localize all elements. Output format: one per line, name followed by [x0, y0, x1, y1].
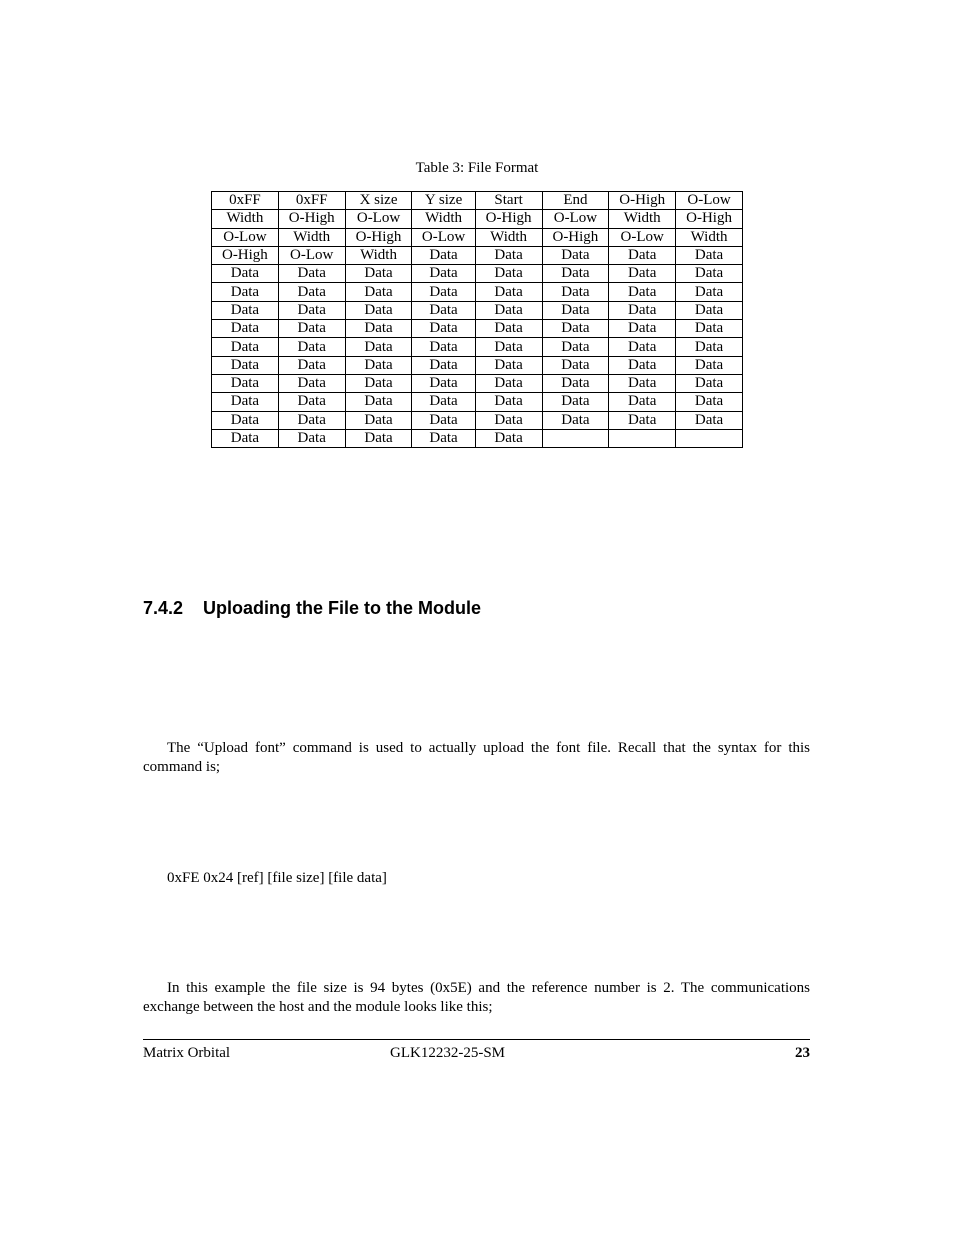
- table-cell: Data: [278, 338, 345, 356]
- table-cell: Data: [676, 283, 743, 301]
- table-cell: Width: [609, 210, 676, 228]
- table-cell: Data: [345, 320, 412, 338]
- paragraph-upload-font: The “Upload font” command is used to actually upload the font file. Recall that the syntax for this command is;: [143, 740, 810, 775]
- table-cell: Data: [345, 265, 412, 283]
- table-cell: Data: [542, 411, 609, 429]
- table-cell: Data: [212, 393, 279, 411]
- table-cell: Data: [475, 338, 542, 356]
- table-cell: Data: [278, 356, 345, 374]
- table-cell: Data: [542, 338, 609, 356]
- table-row: [212, 210, 743, 228]
- table-cell: Data: [345, 338, 412, 356]
- table-cell: Data: [542, 320, 609, 338]
- table-cell: Data: [609, 320, 676, 338]
- table-cell: Width: [412, 210, 475, 228]
- table-cell: O-High: [212, 246, 279, 264]
- table-cell: Data: [278, 429, 345, 447]
- table-cell: O-Low: [412, 228, 475, 246]
- table-row: [212, 246, 743, 264]
- table-caption: Table 3: File Format: [415, 160, 539, 176]
- table-row: [212, 320, 743, 338]
- table-cell: Data: [475, 429, 542, 447]
- table-cell: Data: [412, 265, 475, 283]
- table-cell: Data: [609, 338, 676, 356]
- table-row: [212, 301, 743, 319]
- table-cell: Data: [345, 374, 412, 392]
- table-cell: X size: [345, 192, 412, 210]
- table-cell: Data: [475, 320, 542, 338]
- table-cell: Data: [278, 265, 345, 283]
- table-cell: Width: [676, 228, 743, 246]
- footer-center: GLK12232-25-SM: [390, 1045, 505, 1061]
- table-cell: Data: [542, 374, 609, 392]
- table-cell: Data: [676, 393, 743, 411]
- section-heading: [143, 598, 481, 619]
- table-cell: O-High: [475, 210, 542, 228]
- table-cell: Data: [345, 356, 412, 374]
- table-cell: Data: [412, 320, 475, 338]
- table-cell: Data: [676, 411, 743, 429]
- table-cell: Width: [345, 246, 412, 264]
- table-cell: Data: [278, 320, 345, 338]
- table-cell: Data: [542, 265, 609, 283]
- table-cell: O-Low: [278, 246, 345, 264]
- table-row: [212, 192, 743, 210]
- table-cell: Data: [475, 356, 542, 374]
- footer-left: Matrix Orbital: [143, 1045, 231, 1061]
- table-cell: Data: [475, 301, 542, 319]
- table-cell: Data: [212, 338, 279, 356]
- table-cell: Data: [345, 429, 412, 447]
- table-cell: Data: [609, 411, 676, 429]
- table-cell: Data: [412, 393, 475, 411]
- table-cell: Width: [475, 228, 542, 246]
- table-row: [212, 411, 743, 429]
- table-cell: Data: [278, 374, 345, 392]
- table-cell: O-High: [345, 228, 412, 246]
- table-cell: Data: [542, 301, 609, 319]
- table-cell: Data: [412, 301, 475, 319]
- table-row: [212, 228, 743, 246]
- table-cell: Data: [475, 246, 542, 264]
- table-cell: Data: [609, 265, 676, 283]
- table-row: [212, 265, 743, 283]
- table-cell: 0xFF: [212, 192, 279, 210]
- table-cell: Data: [212, 429, 279, 447]
- table-cell: Data: [475, 411, 542, 429]
- table-cell: Data: [345, 301, 412, 319]
- table-row: [212, 393, 743, 411]
- page-number: 23: [795, 1045, 810, 1061]
- table-cell: End: [542, 192, 609, 210]
- table-cell: O-Low: [345, 210, 412, 228]
- table-cell: Data: [609, 374, 676, 392]
- table-cell: Data: [475, 393, 542, 411]
- table-cell: Data: [475, 374, 542, 392]
- paragraph-example: In this example the file size is 94 bytes (0x5E) and the reference number is 2. The communications exchange between the host and the module looks like this;: [143, 980, 810, 1015]
- table-cell: Data: [676, 338, 743, 356]
- table-row: [212, 429, 743, 447]
- table-cell: Data: [212, 320, 279, 338]
- table-cell: Data: [542, 283, 609, 301]
- table-cell: O-High: [278, 210, 345, 228]
- table-cell: Data: [609, 356, 676, 374]
- table-cell: Data: [609, 301, 676, 319]
- table-cell: [676, 429, 743, 447]
- table-cell: Data: [212, 374, 279, 392]
- table-cell: Data: [412, 246, 475, 264]
- table-cell: O-Low: [542, 210, 609, 228]
- table-cell: Data: [475, 265, 542, 283]
- table-cell: Start: [475, 192, 542, 210]
- table-cell: Data: [412, 283, 475, 301]
- file-format-table-body: [212, 192, 743, 448]
- table-cell: Data: [676, 356, 743, 374]
- table-cell: Data: [676, 320, 743, 338]
- table-cell: Data: [212, 411, 279, 429]
- table-cell: Data: [542, 246, 609, 264]
- table-cell: Data: [412, 356, 475, 374]
- table-cell: Data: [278, 301, 345, 319]
- table-row: [212, 338, 743, 356]
- table-cell: Data: [676, 301, 743, 319]
- table-cell: O-Low: [609, 228, 676, 246]
- file-format-table: [211, 191, 743, 448]
- table-row: [212, 283, 743, 301]
- table-cell: [542, 429, 609, 447]
- table-cell: Y size: [412, 192, 475, 210]
- section-title: Uploading the File to the Module: [203, 598, 481, 618]
- table-cell: Data: [412, 411, 475, 429]
- section-number: 7.4.2: [143, 598, 184, 618]
- table-cell: Data: [475, 283, 542, 301]
- table-cell: Data: [676, 246, 743, 264]
- table-cell: O-High: [542, 228, 609, 246]
- table-cell: Data: [676, 374, 743, 392]
- table-cell: Data: [278, 411, 345, 429]
- table-cell: Data: [278, 283, 345, 301]
- table-cell: Data: [609, 246, 676, 264]
- table-cell: O-Low: [676, 192, 743, 210]
- footer-rule: [143, 1039, 810, 1040]
- table-cell: Data: [412, 429, 475, 447]
- table-cell: Data: [542, 393, 609, 411]
- table-cell: Data: [412, 338, 475, 356]
- table-cell: Data: [345, 283, 412, 301]
- table-cell: [609, 429, 676, 447]
- table-cell: Width: [212, 210, 279, 228]
- table-cell: Data: [212, 301, 279, 319]
- table-cell: Data: [609, 393, 676, 411]
- table-cell: Data: [345, 393, 412, 411]
- table-row: [212, 374, 743, 392]
- table-cell: Data: [278, 393, 345, 411]
- table-cell: Data: [412, 374, 475, 392]
- table-row: [212, 356, 743, 374]
- table-cell: O-Low: [212, 228, 279, 246]
- table-cell: O-High: [676, 210, 743, 228]
- table-cell: Data: [542, 356, 609, 374]
- table-cell: Data: [345, 411, 412, 429]
- table-cell: Data: [609, 283, 676, 301]
- table-cell: Data: [212, 356, 279, 374]
- table-cell: 0xFF: [278, 192, 345, 210]
- command-syntax: 0xFE 0x24 [ref] [file size] [file data]: [167, 870, 387, 886]
- table-cell: Width: [278, 228, 345, 246]
- table-cell: Data: [212, 265, 279, 283]
- table-cell: Data: [676, 265, 743, 283]
- table-cell: Data: [212, 283, 279, 301]
- table-cell: O-High: [609, 192, 676, 210]
